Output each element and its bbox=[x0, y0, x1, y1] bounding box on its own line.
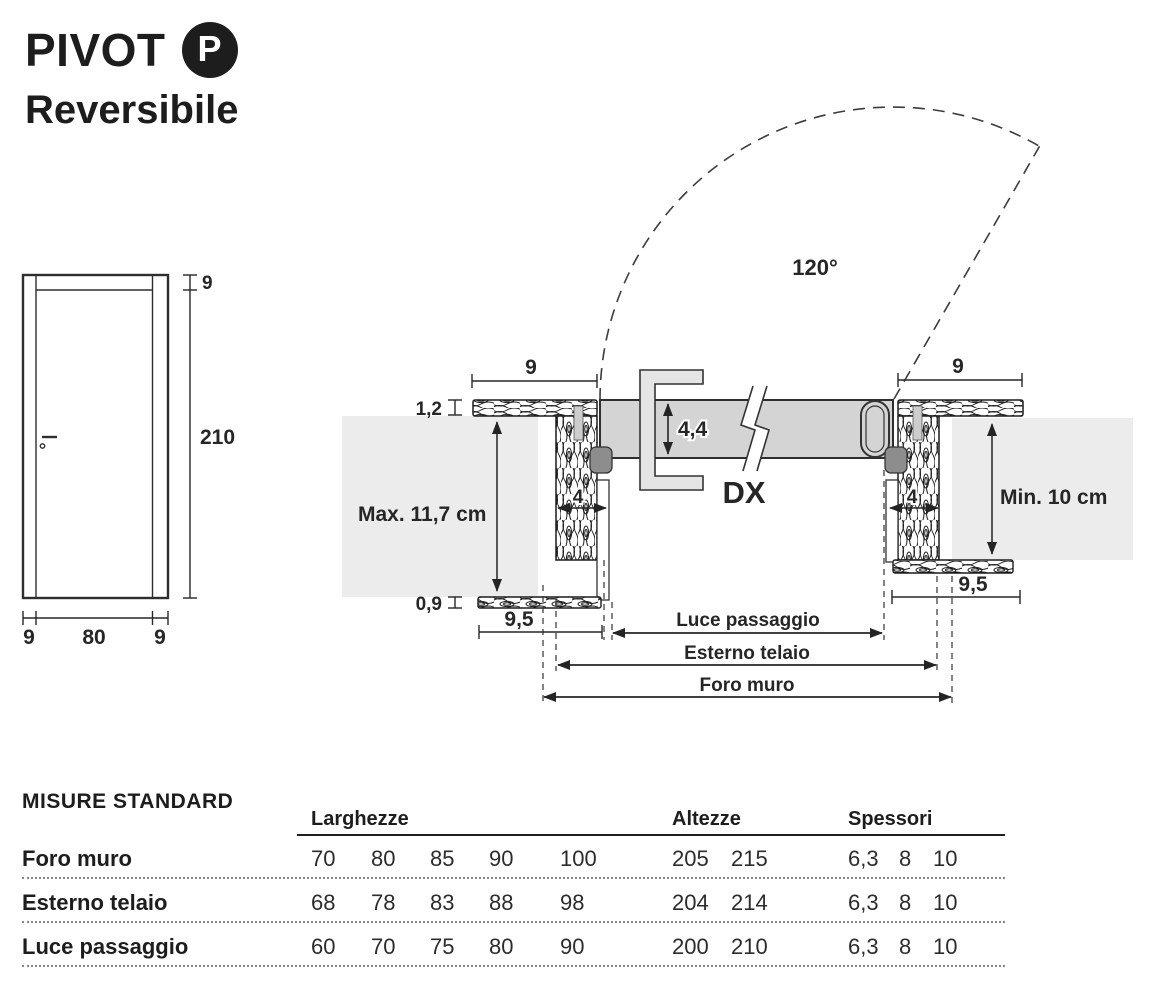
cell: 70 bbox=[311, 846, 336, 871]
table-row-divider bbox=[22, 965, 1005, 967]
foro-muro-label: Foro muro bbox=[699, 675, 795, 696]
cell: 204 bbox=[672, 890, 709, 915]
row-label: Luce passaggio bbox=[22, 934, 189, 959]
hand-label: DX bbox=[722, 475, 766, 510]
cell: 205 bbox=[672, 846, 709, 871]
elevation-bottom-width-dim: 80 bbox=[82, 626, 106, 649]
cell: 68 bbox=[311, 890, 336, 915]
cell: 6,3 bbox=[848, 890, 879, 915]
cell: 100 bbox=[560, 846, 597, 871]
door-elevation bbox=[23, 273, 235, 649]
casing-right-value: 9 bbox=[952, 355, 964, 378]
product-title: PIVOT bbox=[25, 24, 166, 76]
table-row-luce-passaggio bbox=[0, 934, 1157, 968]
cell: 10 bbox=[933, 934, 958, 959]
elevation-height-dim bbox=[183, 275, 197, 598]
table-header-rule bbox=[297, 834, 1005, 836]
cell: 8 bbox=[899, 846, 912, 871]
wall-right-label: Min. 10 cm bbox=[1000, 486, 1108, 509]
cell: 6,3 bbox=[848, 846, 879, 871]
elevation-bottom-right-dim: 9 bbox=[154, 626, 166, 649]
leaf-thickness-value: 4,4 bbox=[678, 418, 708, 441]
casing-total-left-dim bbox=[479, 625, 602, 639]
table-title: MISURE STANDARD bbox=[22, 790, 234, 813]
cell: 10 bbox=[933, 846, 958, 871]
cell: 88 bbox=[489, 890, 514, 915]
cell: 60 bbox=[311, 934, 336, 959]
casing-total-left-value: 9,5 bbox=[504, 608, 534, 631]
elevation-bottom-left-dim: 9 bbox=[23, 626, 35, 649]
door-handle-plan bbox=[861, 401, 889, 457]
cell: 98 bbox=[560, 890, 585, 915]
cell: 6,3 bbox=[848, 934, 879, 959]
wall-left-label: Max. 11,7 cm bbox=[358, 503, 487, 526]
cell: 8 bbox=[899, 890, 912, 915]
product-badge-icon bbox=[182, 22, 238, 78]
table-row-divider bbox=[22, 877, 1005, 879]
plan-view bbox=[342, 107, 1133, 703]
cell: 85 bbox=[430, 846, 455, 871]
architrave-bottom-dim bbox=[448, 597, 462, 608]
elevation-top-frame-dim: 9 bbox=[202, 273, 213, 294]
luce-passaggio-label: Luce passaggio bbox=[676, 610, 820, 631]
cell: 10 bbox=[933, 890, 958, 915]
cell: 214 bbox=[731, 890, 768, 915]
architrave-top-dim bbox=[448, 400, 462, 415]
frame-depth-left-value: 4 bbox=[572, 487, 584, 508]
column-group-spessori: Spessori bbox=[848, 808, 933, 830]
cell: 75 bbox=[430, 934, 455, 959]
pivot-hinge-right bbox=[885, 447, 907, 473]
cell: 215 bbox=[731, 846, 768, 871]
cell: 80 bbox=[371, 846, 396, 871]
column-group-altezze: Altezze bbox=[672, 808, 741, 830]
frame-depth-right-value: 4 bbox=[906, 487, 918, 508]
row-label: Esterno telaio bbox=[22, 890, 168, 915]
cell: 78 bbox=[371, 890, 396, 915]
cell: 200 bbox=[672, 934, 709, 959]
cell: 90 bbox=[489, 846, 514, 871]
cell: 83 bbox=[430, 890, 455, 915]
cell: 90 bbox=[560, 934, 585, 959]
swing-angle-label: 120° bbox=[792, 255, 838, 280]
product-subtitle: Reversibile bbox=[25, 88, 239, 132]
esterno-telaio-label: Esterno telaio bbox=[684, 643, 810, 664]
casing-left-value: 9 bbox=[525, 356, 537, 379]
elevation-height-value: 210 bbox=[200, 426, 236, 449]
casing-total-right-dim bbox=[892, 590, 1020, 604]
elevation-width-dim bbox=[23, 611, 168, 625]
column-group-larghezze: Larghezze bbox=[311, 808, 409, 830]
technical-drawing bbox=[0, 95, 1157, 740]
misure-standard-table bbox=[0, 780, 1157, 996]
table-row-foro-muro bbox=[0, 846, 1157, 880]
cell: 70 bbox=[371, 934, 396, 959]
cell: 80 bbox=[489, 934, 514, 959]
product-badge-letter: P bbox=[197, 28, 222, 69]
cell: 8 bbox=[899, 934, 912, 959]
table-row-esterno-telaio bbox=[0, 890, 1157, 924]
architrave-bottom-value: 0,9 bbox=[415, 594, 442, 615]
door-swing-arc bbox=[600, 107, 1040, 400]
pivot-hinge-left bbox=[590, 447, 612, 473]
casing-total-right-value: 9,5 bbox=[958, 573, 988, 596]
row-label: Foro muro bbox=[22, 846, 132, 871]
cell: 210 bbox=[731, 934, 768, 959]
table-row-divider bbox=[22, 921, 1005, 923]
architrave-top-value: 1,2 bbox=[415, 399, 442, 420]
